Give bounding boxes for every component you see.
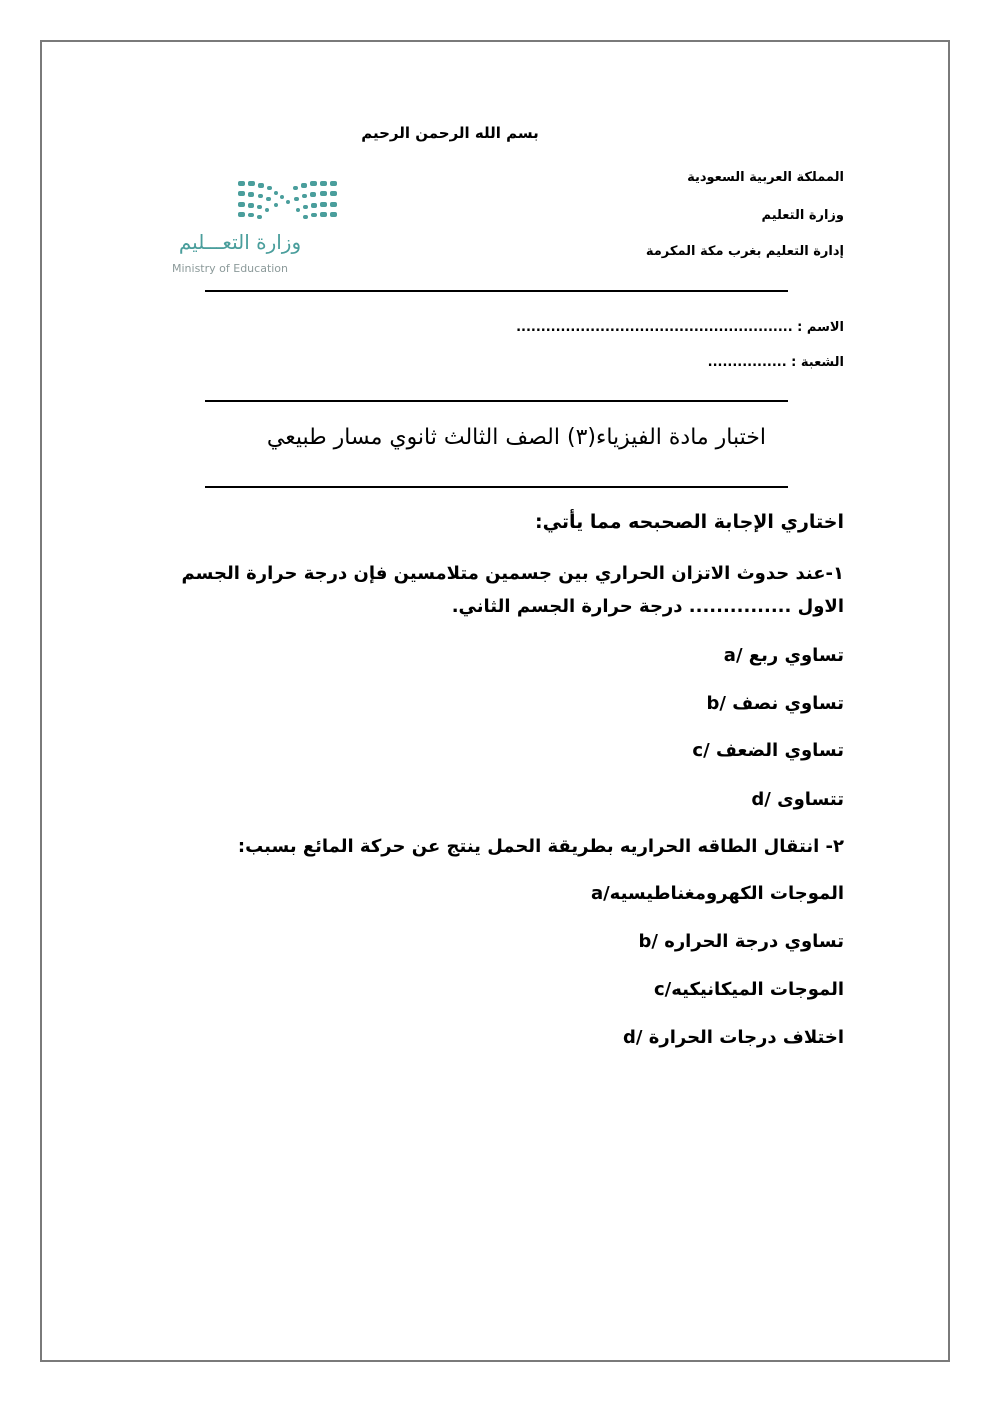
question-2-option-d: d/ اختلاف درجات الحرارة <box>622 1027 844 1048</box>
divider-1 <box>205 290 788 292</box>
basmala: بسم الله الرحمن الرحيم <box>361 124 539 142</box>
student-name-field: الاسم : ........................................................ <box>516 320 844 335</box>
logo-english-text: Ministry of Education <box>172 262 289 275</box>
instruction: اختاري الإجابة الصحبحه مما يأتي: <box>535 511 844 533</box>
question-1-option-b: b/ تساوي نصف <box>706 693 844 714</box>
question-1-option-a: a/ تساوي ربع <box>723 645 844 666</box>
question-2-option-a: a/الموجات الكهرومغناطيسيه <box>590 883 844 904</box>
question-1-option-d: d/ تتساوى <box>751 789 844 810</box>
header-directorate: إدارة التعليم بغرب مكة المكرمة <box>645 244 844 259</box>
exam-title: اختبار مادة الفيزياء(٣) الصف الثالث ثانوي مسار طبيعي <box>266 425 766 450</box>
divider-3 <box>205 486 788 488</box>
question-2-text: ٢- انتقال الطاقه الحراريه بطريقة الحمل ينتج عن حركة المائع بسبب: <box>237 836 844 857</box>
logo-dots-icon <box>170 178 370 228</box>
student-section-field: الشعبة : ................ <box>707 355 844 370</box>
header-ministry: وزارة التعليم <box>761 208 844 223</box>
logo-arabic-text: وزارة التعـــليم <box>178 230 302 254</box>
ministry-logo <box>170 178 370 283</box>
question-2-option-b: b/ تساوي درجة الحراره <box>638 931 844 952</box>
question-2-option-c: c/الموجات الميكانيكيه <box>653 979 844 1000</box>
header-kingdom: المملكة العربية السعودية <box>687 170 844 185</box>
question-1-line-2: الاول ............... درجة حرارة الجسم الثاني. <box>451 596 844 617</box>
question-1-line-1: ١-عند حدوث الاتزان الحراري بين جسمين متلامسين فإن درجة حرارة الجسم <box>181 563 844 584</box>
divider-2 <box>205 400 788 402</box>
question-1-option-c: c/ تساوي الضعف <box>692 740 844 761</box>
